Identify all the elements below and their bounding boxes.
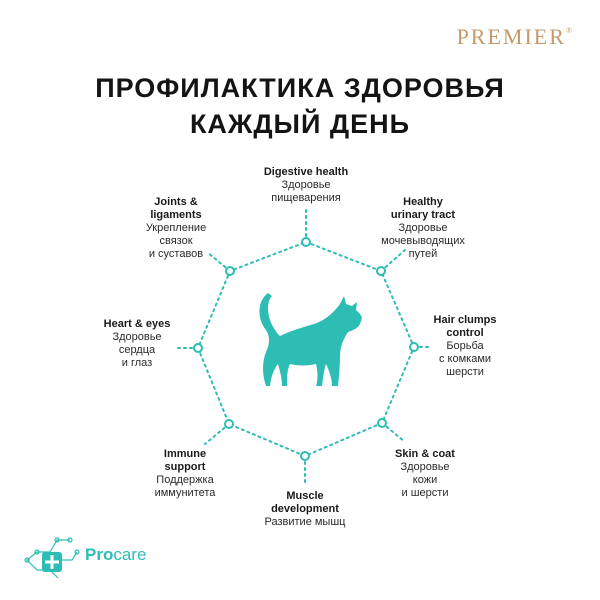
label-joints-ligaments: Joints & ligaments Укрепление связок и суставов [145, 196, 207, 260]
label-digestive-health: Digestive health Здоровье пищеварения [263, 166, 349, 204]
title-line-1: ПРОФИЛАКТИКА ЗДОРОВЬЯ [95, 73, 505, 103]
label-hair-clumps: Hair clumps control Борьба с комками шерсти [433, 314, 497, 378]
label-immune-support: Immune support Поддержка иммунитета [154, 448, 216, 499]
procare-logo-text: Procare [85, 545, 147, 564]
label-heart-eyes: Heart & eyes Здоровье сердца и глаз [103, 318, 171, 369]
cat-silhouette-icon [259, 293, 362, 386]
label-muscle-development: Muscle development Развитие мышц [264, 490, 346, 528]
label-skin-coat: Skin & coat Здоровье кожи и шерсти [395, 448, 455, 499]
label-urinary-tract: Healthy urinary tract Здоровье мочевыводящих путей [381, 196, 465, 260]
title-line-2: КАЖДЫЙ ДЕНЬ [189, 109, 411, 139]
brand-logo: PREMIER® [456, 24, 572, 49]
